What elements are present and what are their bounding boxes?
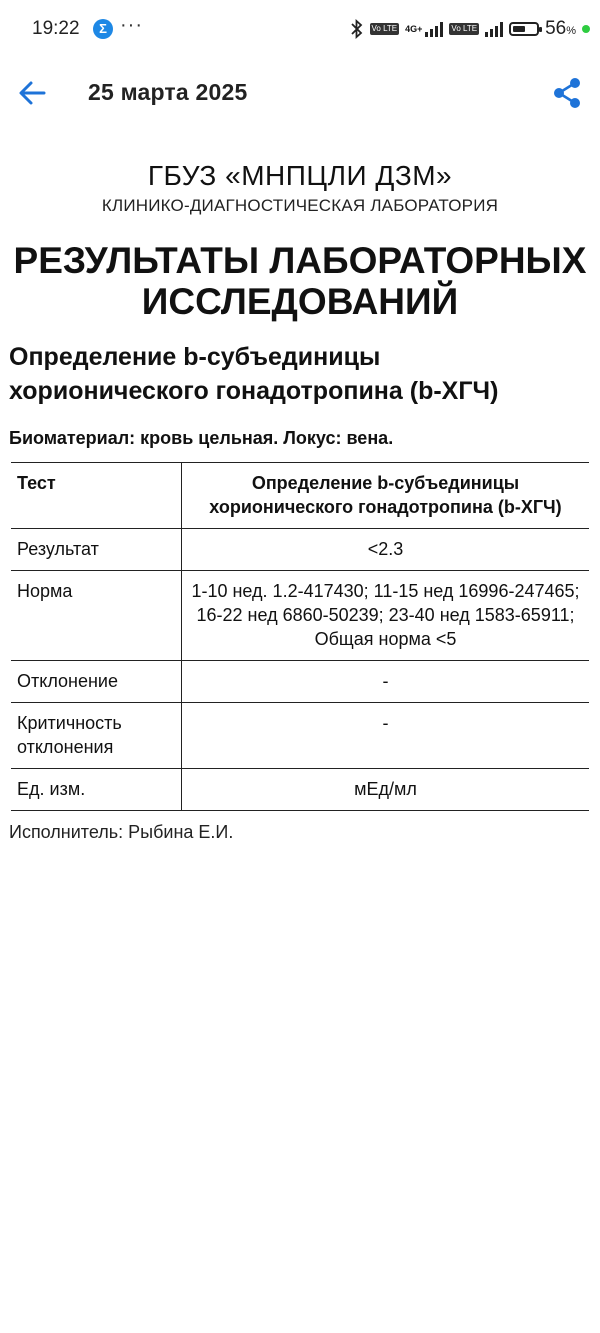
battery-icon xyxy=(509,22,539,36)
page-title: 25 марта 2025 xyxy=(88,79,248,105)
executor-info: Исполнитель: Рыбина Е.И. xyxy=(9,822,234,842)
row-value: 1-10 нед. 1.2-417430; 11-15 нед 16996-247465; 16-22 нед 6860-50239; 23-40 нед 1583-65911; Общая норма <5 xyxy=(182,571,590,661)
lab-report xyxy=(0,160,600,842)
bluetooth-icon xyxy=(350,19,364,39)
table-row xyxy=(11,529,589,571)
row-value: - xyxy=(182,661,590,703)
row-label: Результат xyxy=(11,529,182,571)
header-value: Определение b-субъединицы хорионического гонадотропина (b-ХГЧ) xyxy=(182,463,590,529)
status-bar xyxy=(0,0,600,60)
row-value: - xyxy=(182,703,590,769)
table-row xyxy=(11,769,589,811)
report-title: РЕЗУЛЬТАТЫ ЛАБОРАТОРНЫХ ИССЛЕДОВАНИЙ xyxy=(13,240,587,322)
table-row xyxy=(11,703,589,769)
row-label: Ед. изм. xyxy=(11,769,182,811)
signal-icon xyxy=(485,21,503,37)
more-notifications-icon: ··· xyxy=(120,14,143,36)
row-value: мЕд/мл xyxy=(182,769,590,811)
header-label: Тест xyxy=(11,463,182,529)
volte-icon: Vo LTE xyxy=(371,24,398,33)
table-row xyxy=(11,661,589,703)
battery-percent: 56% xyxy=(545,18,576,39)
network-type-label: 4G+ xyxy=(405,23,423,34)
status-time: 19:22 xyxy=(32,18,80,39)
results-table xyxy=(11,462,589,811)
row-value: <2.3 xyxy=(182,529,590,571)
share-icon[interactable] xyxy=(550,74,584,112)
biomaterial-info: Биоматериал: кровь цельная. Локус: вена. xyxy=(9,428,394,448)
table-row xyxy=(11,571,589,661)
charging-dot-icon xyxy=(582,25,590,33)
signal-icon xyxy=(425,21,443,37)
status-icons xyxy=(350,16,591,42)
row-label: Отклонение xyxy=(11,661,182,703)
back-arrow-icon[interactable] xyxy=(14,74,52,112)
app-notification-icon: Σ xyxy=(93,19,113,39)
app-bar xyxy=(0,62,600,126)
row-label: Критичность отклонения xyxy=(11,703,182,769)
row-label: Норма xyxy=(11,571,182,661)
test-name: Определение b-субъединицы хорионического гонадотропина (b-ХГЧ) xyxy=(9,343,499,405)
table-header-row xyxy=(11,463,589,529)
laboratory-name: КЛИНИКО-ДИАГНОСТИЧЕСКАЯ ЛАБОРАТОРИЯ xyxy=(101,196,499,215)
organization-name: ГБУЗ «МНПЦЛИ ДЗМ» xyxy=(147,160,453,191)
volte-icon: Vo LTE xyxy=(451,24,478,33)
